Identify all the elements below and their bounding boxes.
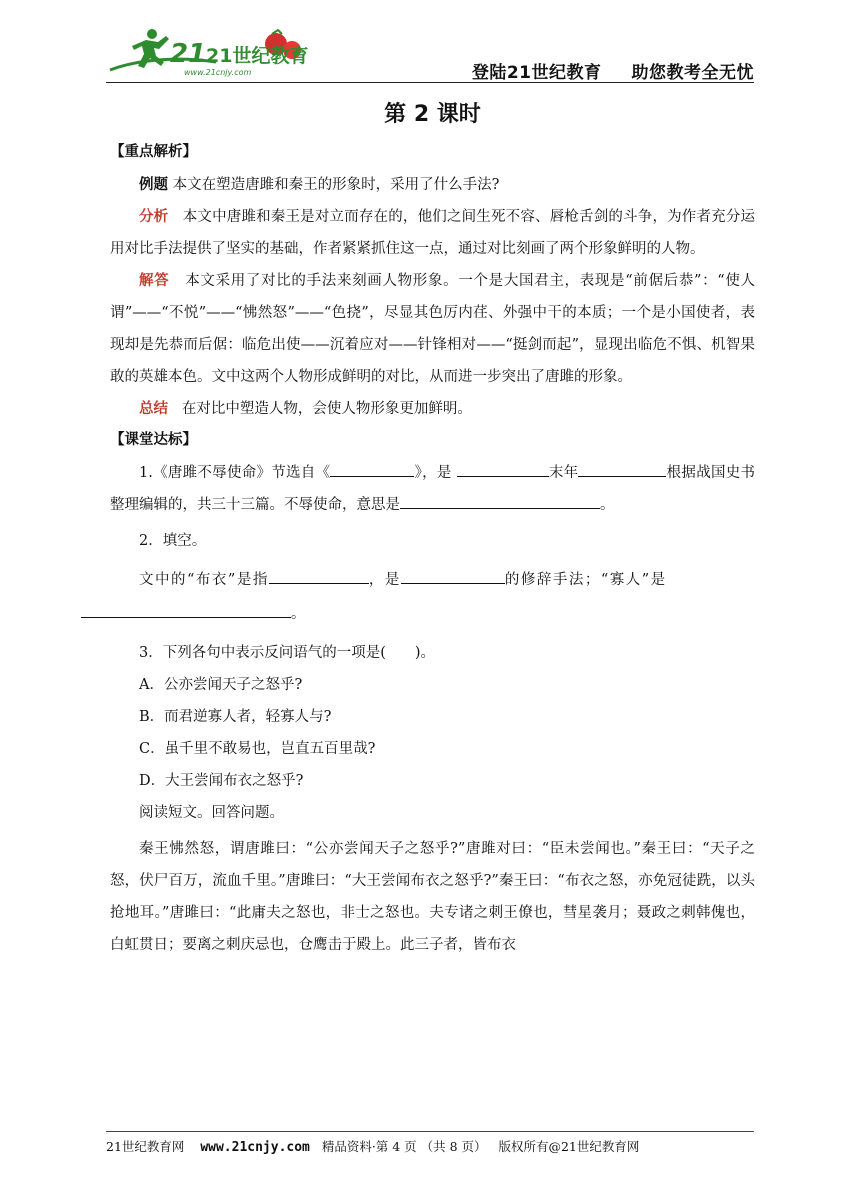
logo-number: 21 [170,39,207,69]
question-2 [110,563,755,631]
q1-blank-source[interactable] [330,462,414,477]
q3-option-c[interactable]: C．虽千里不敢易也，岂直五百里哉? [139,741,376,757]
slogan-right: 助您教考全无忧 [631,63,754,83]
footer-left: 21世纪教育网 [106,1139,185,1154]
answer-paragraph [110,265,755,393]
question-2-heading: 2．填空。 [139,533,207,549]
reading-passage: 秦王怫然怒，谓唐雎曰：“公亦尝闻天子之怒乎?”唐雎对曰：“臣未尝闻也。”秦王曰：“天子之怒，伏尸百万，流血千里。”唐雎曰：“大王尝闻布衣之怒乎?”秦王曰：“布衣之怒，亦免冠徒跣，以头抢地耳。”唐雎曰：“此庸夫之怒也，非士之怒也。夫专诸之刺王僚也，彗星袭月；聂政之刺韩傀也，白虹贯日；要离之刺庆忌也，仓鹰击于殿上。此三子者，皆布衣 [110,841,755,953]
page-header [106,22,754,84]
footer-site: www.21cnjy.com [200,1140,310,1155]
q1-blank-meaning[interactable] [400,494,600,509]
q2-blank-meaning[interactable] [269,569,369,584]
section-heading-analysis: 【重点解析】 [110,144,197,160]
analysis-text: 本文中唐雎和秦王是对立而存在的，他们之间生死不容、唇枪舌剑的斗争，为作者充分运用对比手法提供了坚实的基础，作者紧紧抓住这一点，通过对比刻画了两个形象鲜明的人物。 [110,209,756,257]
q2-text-3: 的修辞手法；“寡人”是 [504,572,667,588]
q1-blank-dynasty[interactable] [457,462,549,477]
header-divider [106,82,754,83]
answer-label: 解答 [139,273,170,289]
footer-divider [106,1131,754,1132]
header-slogan [472,58,754,83]
footer-copyright: 版权所有@21世纪教育网 [498,1139,640,1154]
logo-icon [106,22,316,82]
q1-text-3: 末年 [548,465,579,481]
page-title: 第 2 课时 [384,102,481,127]
q2-blank-guaren[interactable] [81,603,291,618]
question-1 [110,457,755,521]
logo-url: www.21cnjy.com [184,68,252,77]
q2-text-2: ，是 [368,572,401,588]
q2-text-4: 。 [291,606,307,622]
slogan-left: 登陆21世纪教育 [471,63,602,83]
q1-text-1: 1.《唐雎不辱使命》节选自《 [139,465,331,481]
example-paragraph [110,169,755,201]
q1-text-2: 》，是 [414,465,457,481]
q3-option-d[interactable]: D．大王尝闻布衣之怒乎? [139,773,304,789]
example-text: 本文在塑造唐雎和秦王的形象时，采用了什么手法? [172,177,500,193]
answer-text: 本文采用了对比的手法来刻画人物形象。一个是大国君主，表现是“前倨后恭”：“使人谓”——“不悦”——“怫然怒”——“色挠”，尽显其色厉内荏、外强中干的本质；一个是小国使者，表现却是先恭而后倨：临危出使——沉着应对——针锋相对——“挺剑而起”，显现出临危不惧、机智果敢的英雄本色。文中这两个人物形成鲜明的对比，从而进一步突出了唐雎的形象。 [110,273,756,385]
reading-instruction: 阅读短文。回答问题。 [139,805,284,821]
logo-text: 21世纪教育 [206,45,309,67]
q2-blank-rhetoric[interactable] [401,569,505,584]
question-3-stem: 3．下列各句中表示反问语气的一项是( )。 [139,645,436,661]
section-heading-practice: 【课堂达标】 [110,432,197,448]
q2-text-1: 文中的“布衣”是指 [139,572,269,588]
page-footer [106,1137,754,1155]
summary-text: 在对比中塑造人物，会使人物形象更加鲜明。 [181,401,472,417]
footer-page-info: 精品资料·第 4 页 （共 8 页） [321,1139,487,1154]
q1-text-5: 。 [600,497,615,513]
q1-blank-author[interactable] [578,462,666,477]
example-label: 例题 [139,177,168,193]
analysis-label: 分析 [139,209,169,225]
analysis-paragraph [110,201,755,265]
summary-label: 总结 [139,401,168,417]
q3-option-b[interactable]: B．而君逆寡人者，轻寡人与? [139,709,332,725]
q3-option-a[interactable]: A．公亦尝闻天子之怒乎? [139,677,303,693]
q1-text-4: 根据战国史书整理编辑的，共三十三篇。不辱使命，意思是 [110,465,756,513]
page-content [110,95,755,961]
summary-paragraph [110,393,755,425]
